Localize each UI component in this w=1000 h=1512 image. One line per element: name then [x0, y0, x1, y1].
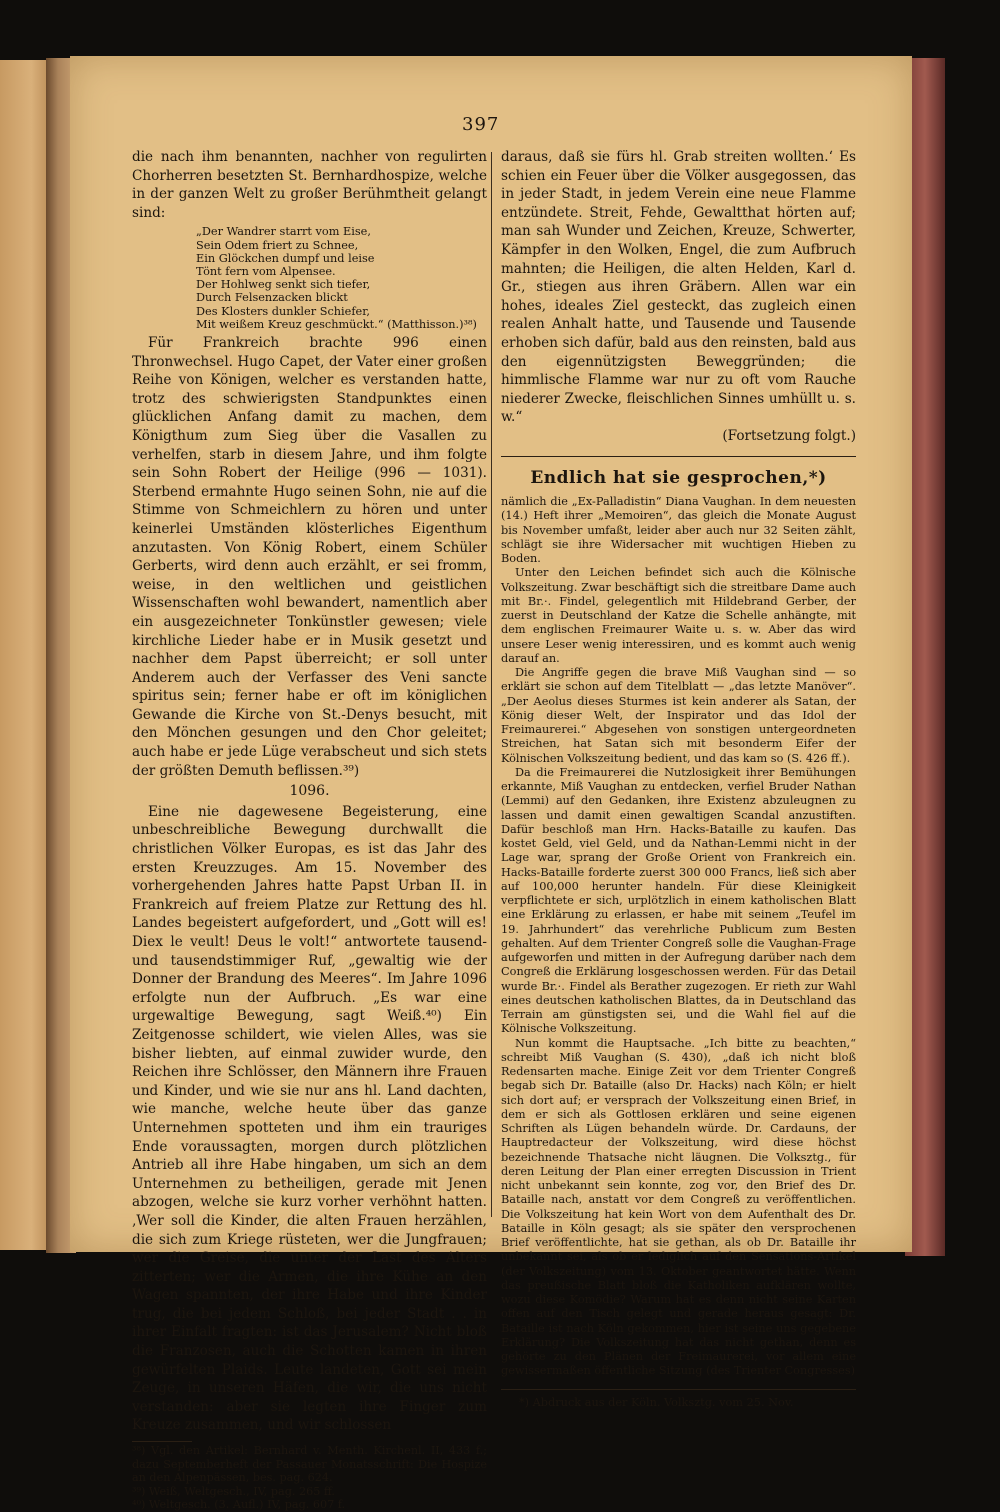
- article-paragraph: Die Angriffe gegen die brave Miß Vaughan sind — so erklärt sie schon auf dem Titelblatt — „das letzte Manöver“. „Der Aeolus dieses Sturmes ist kein anderer als Satan, der König dieser Welt, der Inspirator und das Idol der Freimaurerei.“ Abgesehen von sonstigen untergeordneten Streichen, hat Satan sich mit besonderm Eifer der Kölnischen Volkszeitung bedient, und das kam so (S. 426 ff.).: [501, 666, 856, 765]
- poem-line: „Der Wandrer starrt vom Eise,: [196, 225, 371, 239]
- poem-line: Tönt fern vom Alpensee.: [196, 264, 336, 278]
- paragraph-crusade: Eine nie dagewesene Begeisterung, eine unbeschreibliche Bewegung durchwallt die christlichen Völker Europas, es ist das Jahr des ersten Kreuzzuges. Am 15. November des vorhergehenden Jahres hatte Papst Urban II. in Frankreich auf freiem Platze zur Rettung des hl. Landes begeistert aufgefordert, und „Gott will es! Diex le veult! Deus le volt!“ antwortete tausend- und tausendstimmiger Ruf, „gewaltig wie der Donner der Brandung des Meeres“. Im Jahre 1096 erfolgte nun der Aufbruch. „Es war eine urgewaltige Bewegung, sagt Weiß.⁴⁰) Ein Zeitgenosse schildert, wie vielen Alles, was sie bisher liebten, auf einmal zuwider wurde, den Reichen ihre Schlösser, den Männern ihre Frauen und Kinder, und wie sie nur ans hl. Land dachten, wie manche, welche heute über das ganze Unternehmen spotteten und ihm ein trauriges Ende voraussagten, morgen durch plötzlichen Antrieb all ihre Habe hingaben, um sich an dem Unternehmen zu betheiligen, gerade mit Jenen abzogen, welche sie kurz vorher verhöhnt hatten. ‚Wer soll die Kinder, die alten Frauen herzählen, die sich zum Kriege rüsteten, wer die Jungfrauen; wer die Greise, die unter der Last des Alters zitterten; wer die Armen, die ihre Kühe an den Wagen spannten, der ihre Habe und ihre Kinder trug, die bei jedem Schloß, bei jeder Stadt . . in ihrer Einfalt fragten: ist das Jerusalem? Nicht bloß die Franzosen, auch die Schotten kamen in ihren gewürfelten Plaids. Leute landeten, Gott sei mein Zeuge, in unseren Häfen, die wir, die uns nicht verstanden: aber sie legten ihre Finger zum Kreuze zusammen, und wir schlossen: [132, 803, 487, 1434]
- article-title: Endlich hat sie gesprochen,*): [530, 467, 827, 488]
- article-paragraph: Unter den Leichen befindet sich auch die Kölnische Volkszeitung. Zwar beschäftigt sich die streitbare Dame auch mit Br.·. Findel, gelegentlich mit Hildebrand Gerber, der zuerst in Deutschland der Katze die Schelle anhängte, mit dem englischen Freimaurer Waite u. s. w. Aber das wird unsere Leser wenig interessiren, und es kommt auch wenig darauf an.: [501, 566, 856, 665]
- column-separator: [491, 152, 492, 1217]
- section-year: 1096.: [289, 783, 330, 800]
- paragraph-france: Für Frankreich brachte 996 einen Thronwechsel. Hugo Capet, der Vater einer großen Reihe von Königen, welcher es verstanden hatte, trotz des schwierigsten Standpunktes einen glücklichen Anfang damit zu machen, dem Königthum zum Sieg über die Vasallen zu verhelfen, starb in diesem Jahre, und ihm folgte sein Sohn Robert der Heilige (996 — 1031). Sterbend ermahnte Hugo seinen Sohn, nie auf die Stimme von Schmeichlern zu hören und unter keinerlei Umständen klösterliches Eigenthum anzutasten. Von König Robert, einem Schüler Gerberts, wird denn auch erzählt, er sei fromm, weise, in den weltlichen und geistlichen Wissenschaften wohl bewandert, namentlich aber ein ausgezeichneter Tonkünstler gewesen; viele kirchliche Lieder habe er in Musik gesetzt und nachher dem Papst überreicht; er soll unter Anderem auch der Verfasser des Veni sancte spiritus sein; ferner habe er oft im königlichen Gewande die Kirche von St.-Denys besucht, mit den Mönchen gesungen und den Chor geleitet; auch habe er jede Lüge verabscheut und sich stets der größten Demuth beflissen.³⁹): [132, 335, 487, 779]
- article-paragraph: Nun kommt die Hauptsache. „Ich bitte zu beachten,“ schreibt Miß Vaughan (S. 430), „daß ich nicht bloß Redensarten mache. Einige Zeit vor dem Trienter Congreß begab sich Dr. Bataille (also Dr. Hacks) nach Köln; er hielt sich dort auf; er versprach der Volkszeitung einen Brief, in dem er sich als Gottlosen erklären und seine eigenen Schriften als Lügen behandeln würde. Dr. Cardauns, der Hauptredacteur der Volkszeitung, wird diese höchst bezeichnende Thatsache nicht läugnen. Die Volksztg., für deren Leitung der Plan einer erregten Discussion in Trient nicht unbekannt sein konnte, zog vor, den Brief des Dr. Bataille nach, anstatt vor dem Congreß zu veröffentlichen. Die Volkszeitung hat kein Wort von dem Aufenthalt des Dr. Bataille in Köln gesagt; als sie später den versprochenen Brief veröffentlichte, hat sie gethan, als ob Dr. Bataille ihr unbekannt sei, als ob er lediglich auf den Sensations-Artikel (der Volkszeitung) vom 13. Oktober geantwortet hätte. Wenn das preußische Blatt bloß die Katholiken aufklären wollte, wozu diese Komödie? Warum hat es denn nicht seine Karten offen auf den Tisch gelegt und gerade heraus gesagt: Dr. Bataille ist nach Köln gekommen, hier ist seine uns gegebene Erklärung? Die Volkszeitung hat das nicht gethan, denn es gehörte zu den Plänen der Freimaurerei, vor allem eine gewissermaßen öffentliche Sitzung (des Trienter Congresses): [501, 1036, 856, 1378]
- section-rule: [501, 456, 856, 457]
- footnote-rule: [501, 1389, 856, 1390]
- page-number: 397: [462, 114, 500, 135]
- intro-paragraph: die nach ihm benannten, nachher von regulirten Chorherren besetzten St. Bernhardhospize, welche in der ganzen Welt zu großer Berühmtheit gelangt sind:: [132, 149, 487, 221]
- right-column: [501, 148, 856, 1410]
- poem-line: Ein Glöckchen dumpf und leise: [196, 251, 375, 265]
- footnote-rule: [132, 1441, 192, 1442]
- book-page: [70, 56, 912, 1512]
- poem-line: Durch Felsenzacken blickt: [196, 291, 348, 305]
- article-footnote: *) Abdruck aus der Köln. Volksztg. vom 25. Nov.: [519, 1395, 794, 1409]
- poem-line: Mit weißem Kreuz geschmückt.“ (Matthisson.)³⁸): [196, 317, 477, 331]
- footnote: ³⁹) Weiß, Weltgesch., IV, pag. 265 ff.: [132, 1484, 335, 1498]
- article-paragraph: nämlich die „Ex-Palladistin“ Diana Vaughan. In dem neuesten (14.) Heft ihrer „Memoiren“, das gleich die Monate August bis November umfaßt, leider aber auch nur 32 Seiten zählt, schlägt sie ihre Widersacher mit wuchtigen Hieben zu Boden.: [501, 495, 856, 566]
- poem: [132, 225, 487, 331]
- footnote: ³⁸) Vgl. den Artikel: Bernhard v. Menth. Kirchenl. II, 433 f.; dazu Septemberheft der Passauer Monatsschrift: Die Hospize an den Alpenpässen, bes. pag. 624.: [132, 1444, 487, 1485]
- left-page-edge: [0, 60, 52, 1250]
- left-column: [132, 148, 487, 1512]
- continuation-note: (Fortsetzung folgt.): [722, 427, 856, 444]
- poem-line: Der Hohlweg senkt sich tiefer,: [196, 278, 371, 292]
- poem-line: Sein Odem friert zu Schnee,: [196, 238, 359, 252]
- article-body: [501, 495, 856, 1379]
- article-paragraph: Da die Freimaurerei die Nutzlosigkeit ihrer Bemühungen erkannte, Miß Vaughan zu entdecken, verfiel Bruder Nathan (Lemmi) auf den Gedanken, ihre Existenz abzuleugnen zu lassen und damit einen gewaltigen Scandal anzustiften. Dafür beschloß man Hrn. Hacks-Bataille zu kaufen. Das kostet Geld, viel Geld, und da Nathan-Lemmi nicht in der Lage war, sprang der Große Orient von Frankreich ein. Hacks-Bataille forderte zuerst 300 000 Francs, ließ sich aber auf 100,000 herunter handeln. Für diese Kleinigkeit verpflichtete er sich, urplötzlich in einem katholischen Blatt eine Erklärung zu erlassen, er habe mit seinem „Teufel im 19. Jahrhundert“ das verehrliche Publicum zum Besten gehalten. Auf dem Trienter Congreß solle die Vaughan-Frage aufgeworfen und mitten in der Aufregung darüber nach dem Congreß die Erklärung losgeschossen werden. Für das Detail wurde Br.·. Findel als Berather zugezogen. Er rieth zur Wahl eines deutschen katholischen Blattes, da in Deutschland das Terrain am günstigsten sei, und die Wahl fiel auf die Kölnische Volkszeitung.: [501, 765, 856, 1036]
- footnote: ⁴⁰) Weltgesch. (3. Aufl.) IV, pag. 607 f.: [132, 1498, 346, 1512]
- poem-line: Des Klosters dunkler Schiefer,: [196, 304, 370, 318]
- continued-paragraph: daraus, daß sie fürs hl. Grab streiten wollten.‘ Es schien ein Feuer über die Völker ausgegossen, das in jeder Stadt, in jedem Verein eine neue Flamme entzündete. Streit, Fehde, Gewaltthat hörten auf; man sah Wunder und Zeichen, Kreuze, Schwerter, Kämpfer in den Wolken, Engel, die zum Aufbruch mahnten; die Heiligen, die alten Helden, Karl d. Gr., stiegen aus ihren Gräbern. Allen war ein hohes, ideales Ziel gesteckt, das zugleich einen realen Anhalt hatte, und Tausende und Tausende erhoben sich dafür, bald aus den reinsten, bald aus den eigennützigsten Beweggründen; die himmlische Flamme war nur zu oft vom Rauche niederer Zwecke, fleischlichen Sinnes umhüllt u. s. w.“: [501, 149, 856, 426]
